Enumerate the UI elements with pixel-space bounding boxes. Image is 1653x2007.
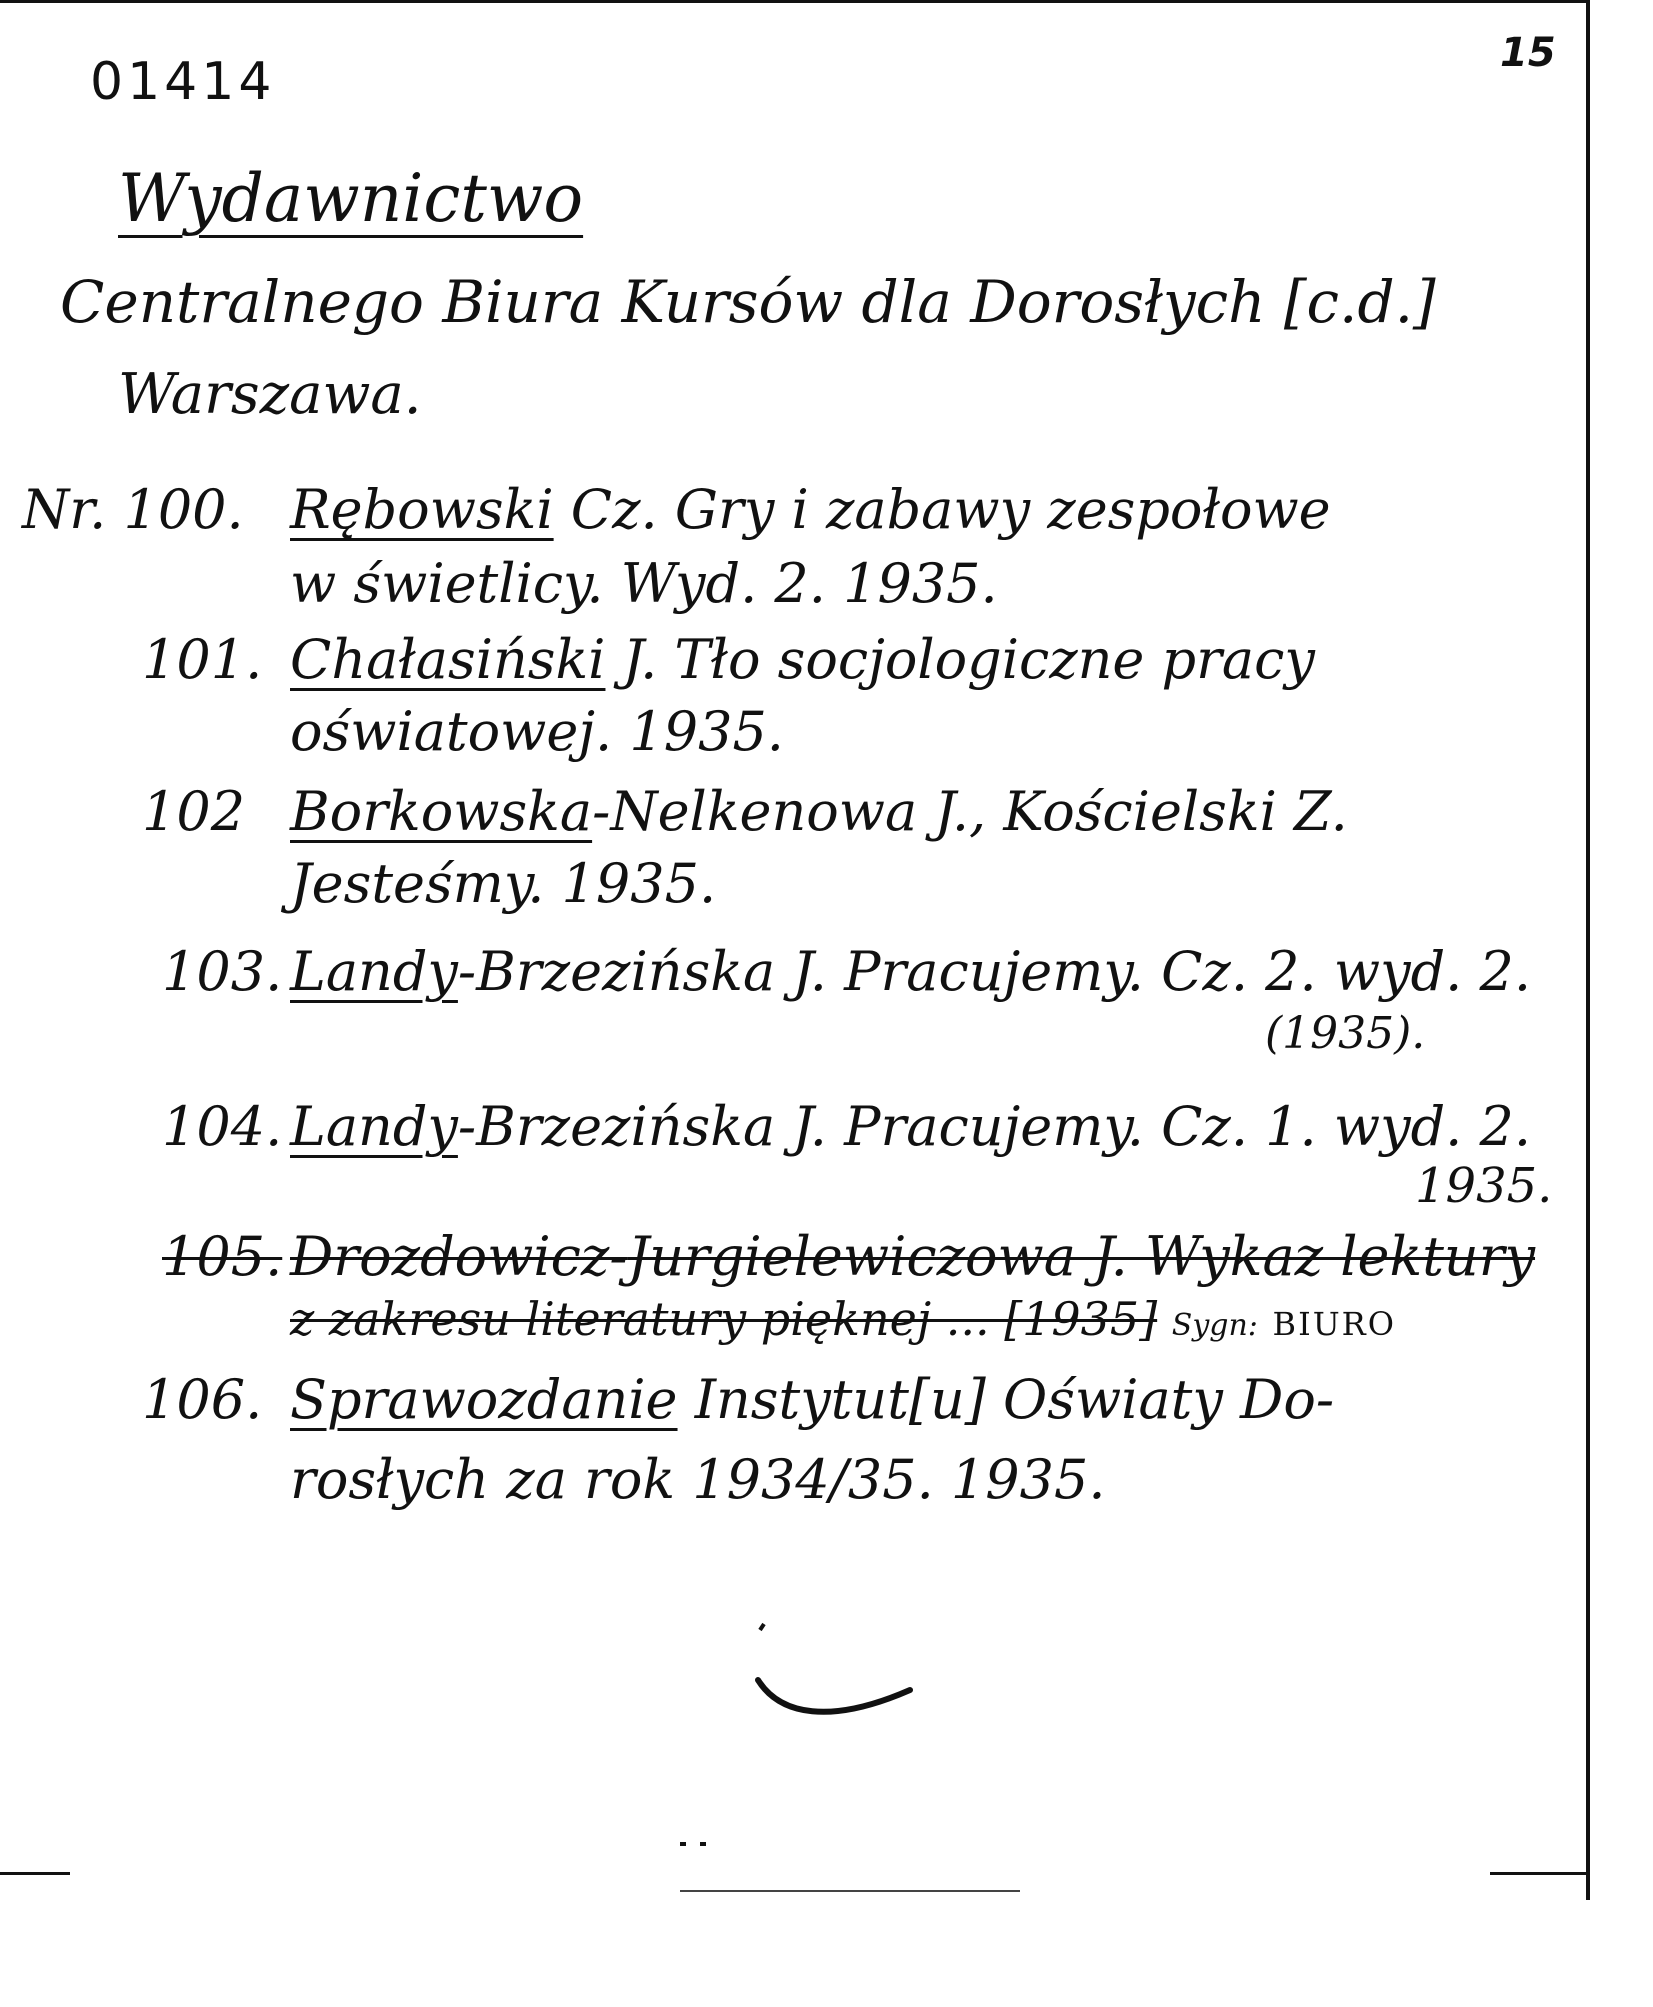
entry-line-2: rosłych za rok 1934/35. 1935.: [290, 1448, 1106, 1511]
entry-line-1: [290, 780, 1348, 843]
entry-author: Drozdowicz-: [290, 1225, 628, 1288]
entry-title: -Brzezińska J. Pracujemy. Cz. 2. wyd. 2.: [457, 940, 1531, 1003]
entry-author: Borkowska: [290, 780, 593, 843]
entry-line-1: [290, 1368, 1334, 1431]
entry-author: Landy: [290, 940, 458, 1003]
entry-line-1: [290, 1225, 1535, 1288]
biuro-stamp: BIURO: [1272, 1305, 1396, 1343]
entry-author: Sprawozdanie: [290, 1368, 678, 1431]
entry-number: 105.: [162, 1225, 283, 1288]
entry-title: -Nelkenowa J., Kościelski Z.: [592, 780, 1348, 843]
entry-title-continued: z zakresu literatury pięknej ... [1935]: [290, 1292, 1158, 1346]
publisher-line: Centralnego Biura Kursów dla Dorosłych [c.d.]: [60, 268, 1436, 336]
entry-title: -Brzezińska J. Pracujemy. Cz. 1. wyd. 2.: [457, 1095, 1531, 1158]
closing-pen-mark: [740, 1620, 920, 1740]
right-edge-line: [1586, 0, 1590, 1900]
bottom-edge-line-middle: [680, 1890, 1020, 1892]
entry-author: Chałasiński: [290, 628, 606, 691]
entry-number: 104.: [162, 1095, 283, 1158]
signature-label: Sygn:: [1171, 1308, 1258, 1343]
ink-speck: [680, 1842, 686, 1846]
entry-title: Jurgielewiczowa J. Wykaz lektury: [627, 1225, 1536, 1288]
entry-line-1: [290, 628, 1315, 691]
top-edge-line: [0, 0, 1590, 3]
bottom-edge-line-left: [0, 1872, 70, 1875]
entry-line-2: 1935.: [1415, 1158, 1553, 1214]
entry-line-2: (1935).: [1265, 1008, 1426, 1059]
entry-line-2: Jesteśmy. 1935.: [290, 852, 717, 915]
entry-author: Landy: [290, 1095, 458, 1158]
ink-speck: [700, 1842, 706, 1846]
bottom-edge-line-right: [1490, 1872, 1586, 1875]
publisher-city: Warszawa.: [118, 362, 422, 427]
entry-number: Nr. 100.: [22, 478, 244, 541]
page-number: 15: [1500, 30, 1556, 76]
entry-number: 102: [142, 780, 246, 843]
entry-line-2: [290, 1292, 1396, 1346]
entry-author: Rębowski: [290, 478, 554, 541]
entry-line-2: w świetlicy. Wyd. 2. 1935.: [290, 552, 998, 615]
entry-title: Instytut[u] Oświaty Do-: [677, 1368, 1335, 1431]
entry-line-2: oświatowej. 1935.: [290, 700, 784, 763]
entry-number: 103.: [162, 940, 283, 1003]
entry-line-1: [290, 940, 1531, 1003]
catalog-number: 01414: [90, 52, 276, 112]
entry-line-1: [290, 478, 1331, 541]
entry-line-1: [290, 1095, 1531, 1158]
entry-title: J. Tło socjologiczne pracy: [605, 628, 1315, 691]
entry-number: 106.: [142, 1368, 263, 1431]
entry-title: Cz. Gry i zabawy zespołowe: [553, 478, 1331, 541]
card-heading: Wydawnictwo: [118, 160, 584, 237]
entry-number: 101.: [142, 628, 263, 691]
